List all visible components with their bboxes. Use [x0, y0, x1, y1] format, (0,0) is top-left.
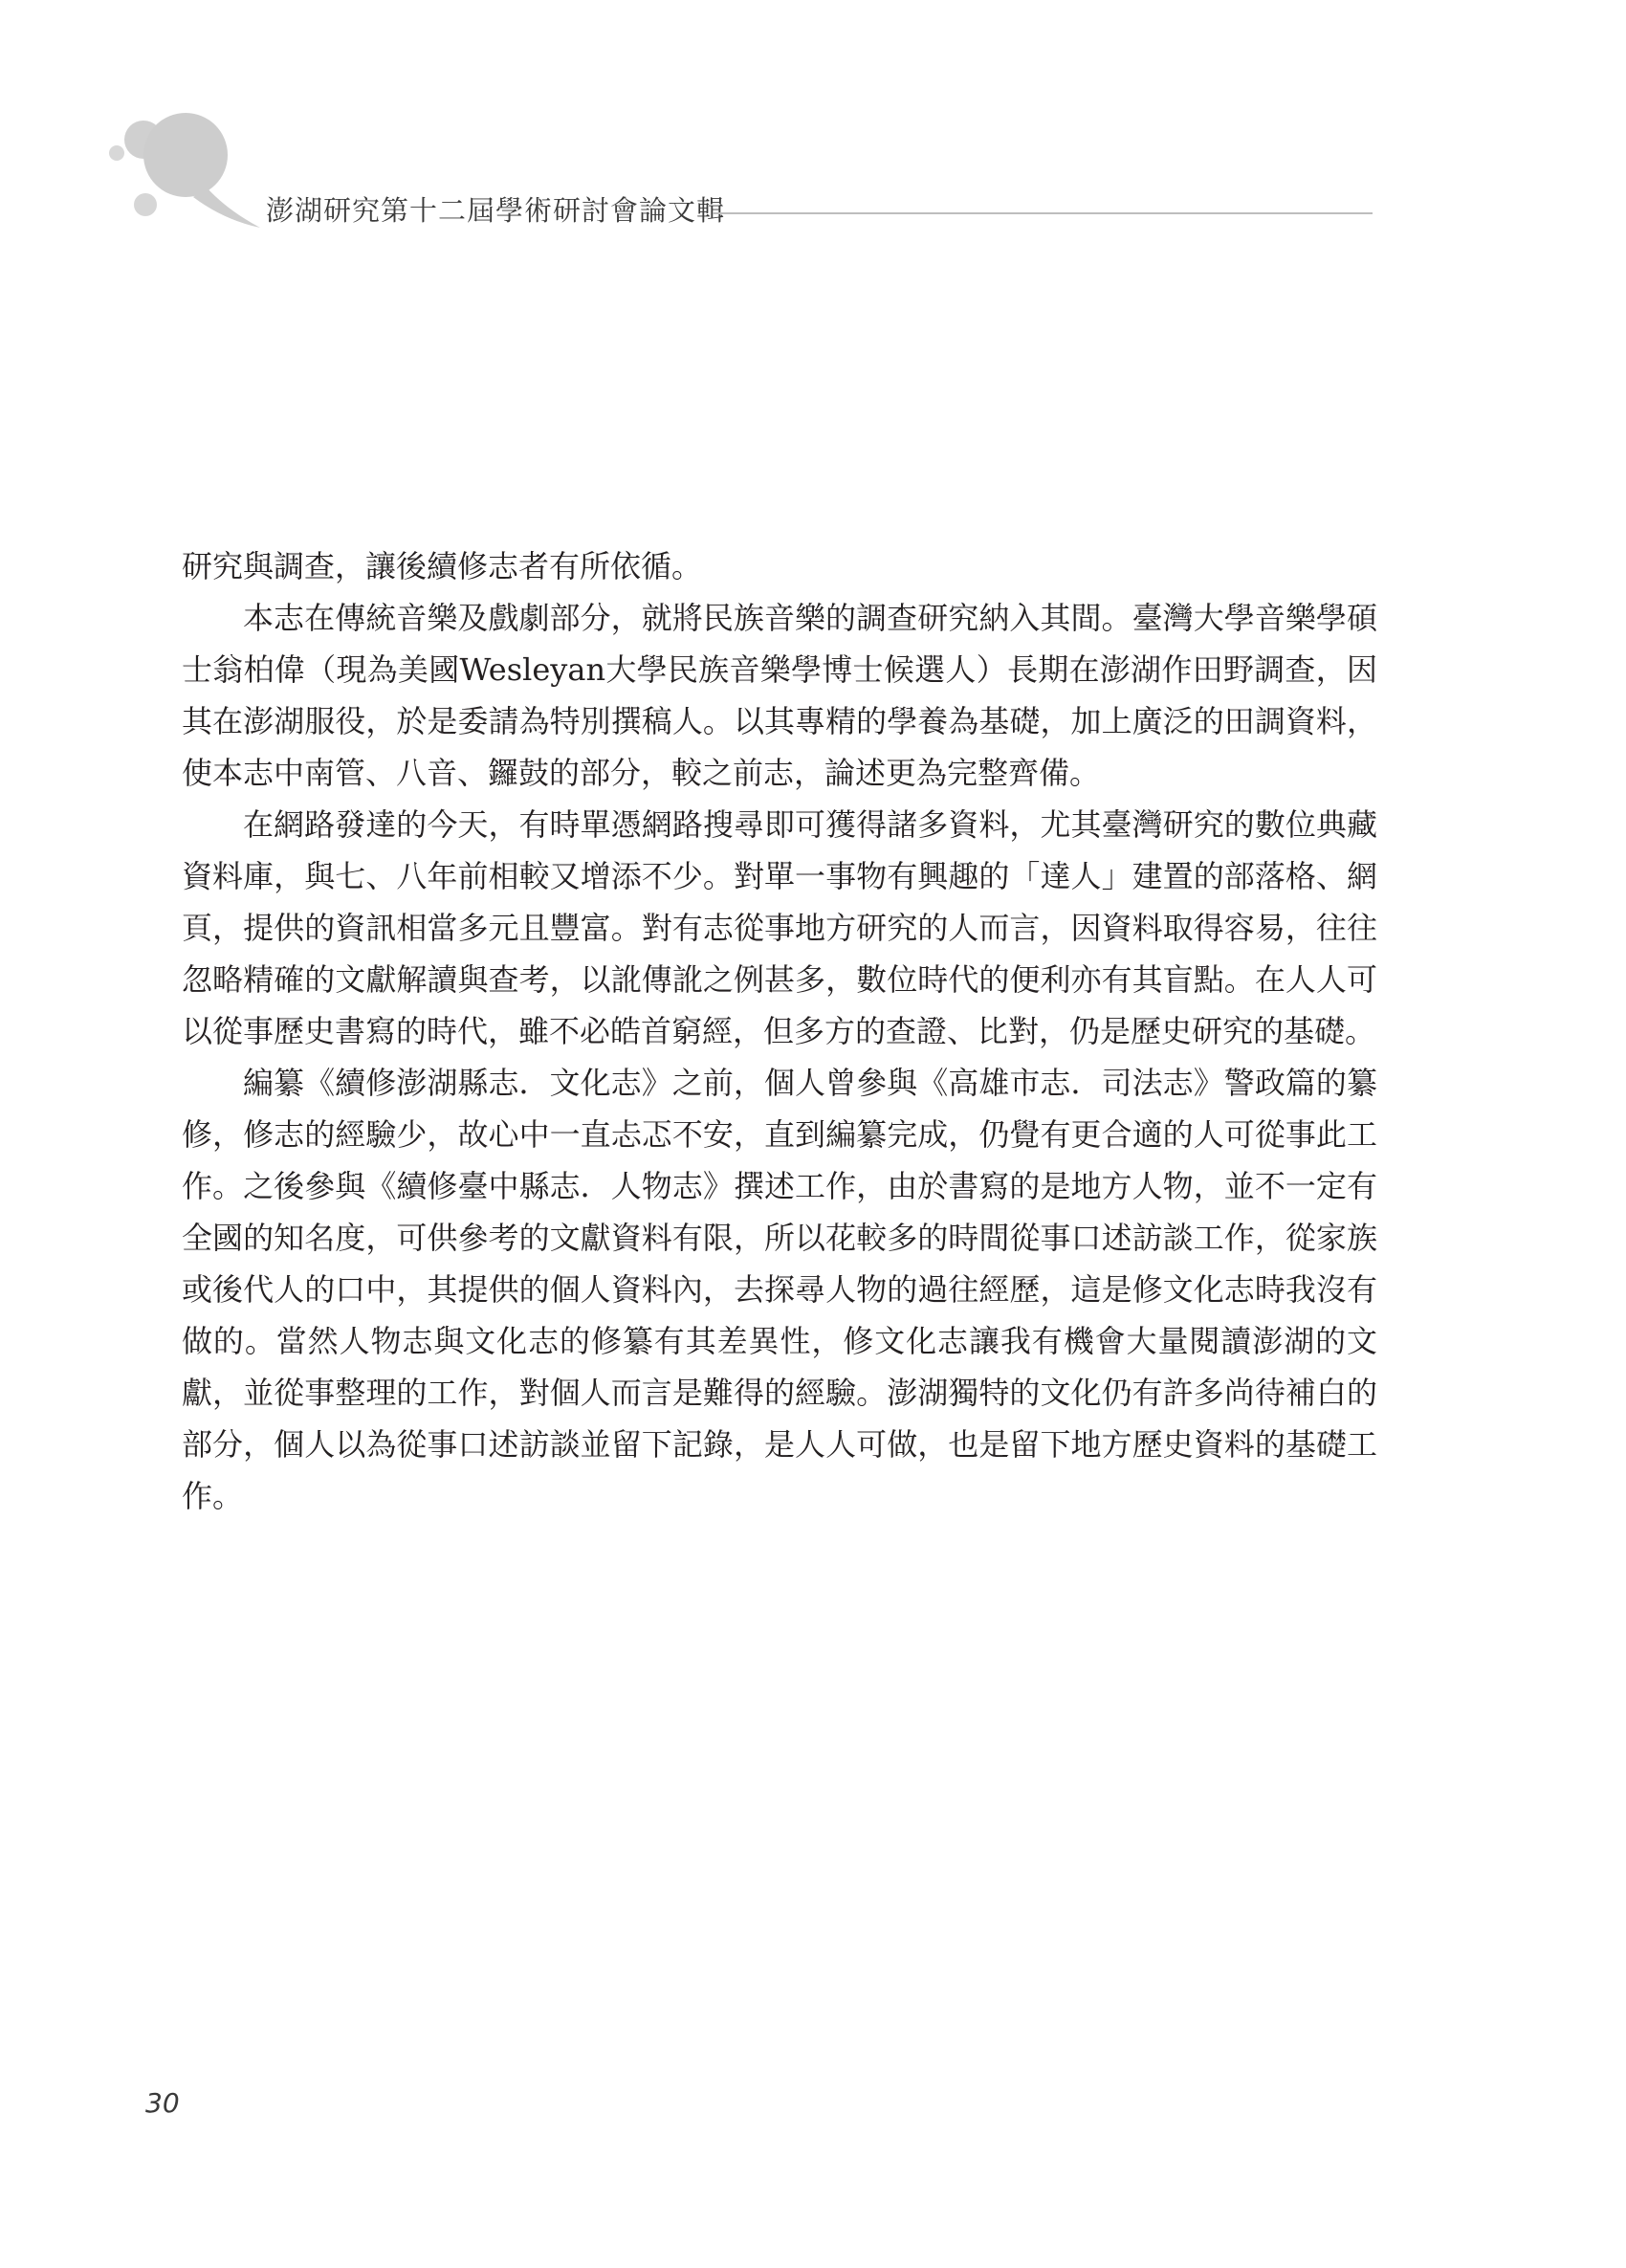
paragraph: 研究與調查，讓後續修志者有所依循。 [182, 548, 703, 584]
paragraph: 本志在傳統音樂及戲劇部分，就將民族音樂的調查研究納入其間。臺灣大學音樂學碩士翁柏偉（現為美國Wesleyan大學民族音樂學博士候選人）長期在澎湖作田野調查，因其在澎湖服役，於是委請為特別撰稿人。以其專精的學養為基礎，加上廣泛的田調資料，使本志中南管、八音、鑼鼓的部分，較之前志，論述更為完整齊備。 [182, 600, 1377, 791]
speech-bubble-logo-icon [105, 105, 268, 230]
body-text [182, 540, 1377, 1522]
paragraph: 在網路發達的今天，有時單憑網路搜尋即可獲得諸多資料，尤其臺灣研究的數位典藏資料庫，與七、八年前相較又增添不少。對單一事物有興趣的「達人」建置的部落格、網頁，提供的資訊相當多元且豐富。對有志從事地方研究的人而言，因資料取得容易，往往忽略精確的文獻解讀與查考，以訛傳訛之例甚多，數位時代的便利亦有其盲點。在人人可以從事歷史書寫的時代，雖不必皓首窮經，但多方的查證、比對，仍是歷史研究的基礎。 [182, 806, 1377, 1049]
header-rule [713, 212, 1373, 214]
running-title: 澎湖研究第十二屆學術研討會論文輯 [266, 194, 726, 227]
paragraph: 編纂《續修澎湖縣志．文化志》之前，個人曾參與《高雄市志．司法志》警政篇的纂修，修志的經驗少，故心中一直忐忑不安，直到編纂完成，仍覺有更合適的人可從事此工作。之後參與《續修臺中縣志．人物志》撰述工作，由於書寫的是地方人物，並不一定有全國的知名度，可供參考的文獻資料有限，所以花較多的時間從事口述訪談工作，從家族或後代人的口中，其提供的個人資料內，去探尋人物的過往經歷，這是修文化志時我沒有做的。當然人物志與文化志的修纂有其差異性，修文化志讓我有機會大量閱讀澎湖的文獻，並從事整理的工作，對個人而言是難得的經驗。澎湖獨特的文化仍有許多尚待補白的部分，個人以為從事口述訪談並留下記錄，是人人可做，也是留下地方歷史資料的基礎工作。 [182, 1065, 1377, 1514]
page-number: 30 [145, 2087, 180, 2119]
